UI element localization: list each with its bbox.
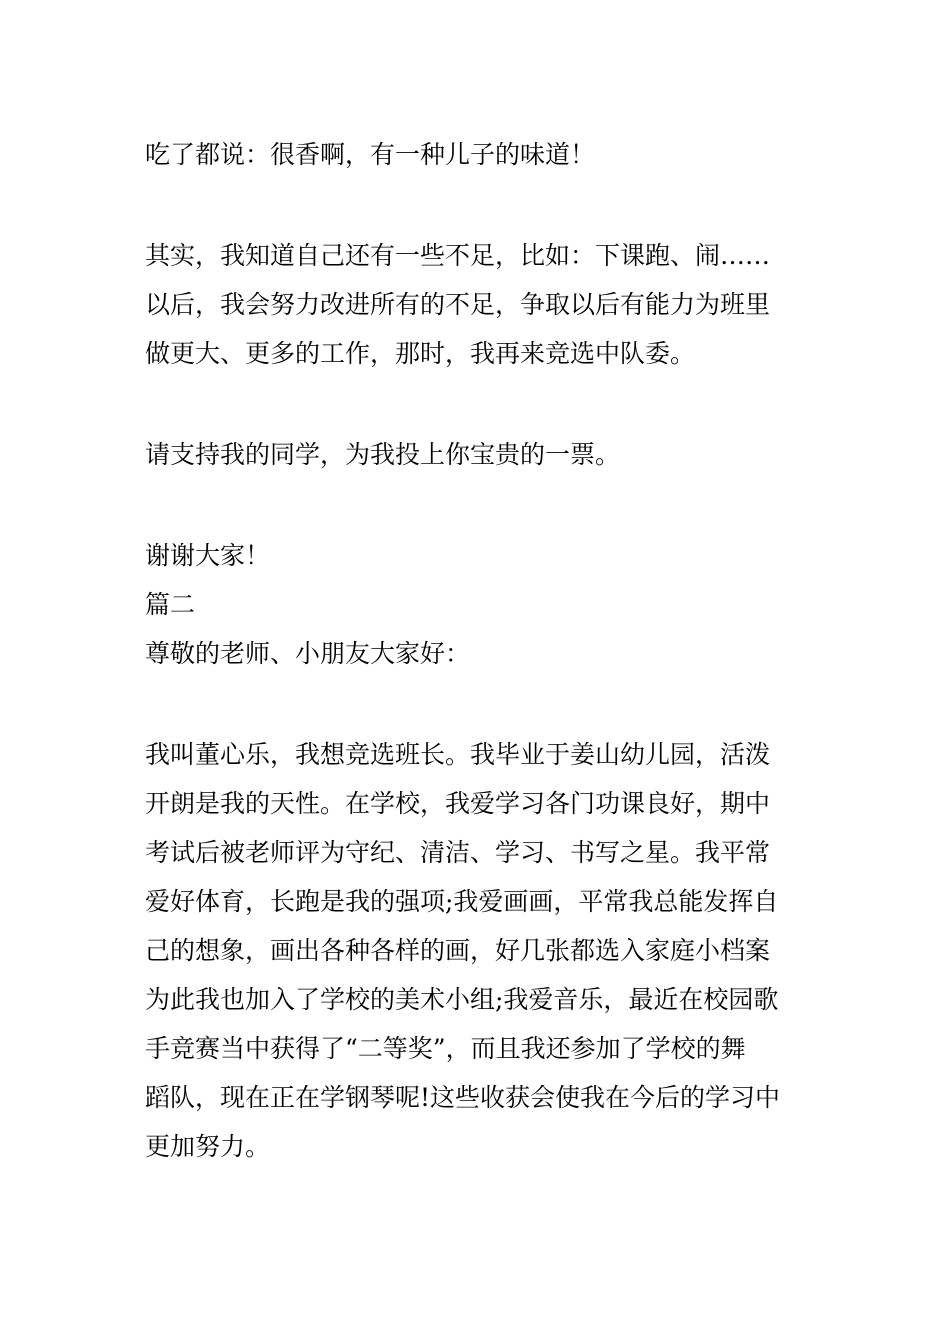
text-line: 爱好体育，长跑是我的强项;我爱画画，平常我总能发挥自 <box>145 887 779 916</box>
paragraph-spacer <box>145 479 815 531</box>
paragraph-vote-request <box>145 430 815 479</box>
text-line: 己的想象，画出各种各样的画，好几张都选入家庭小档案 <box>145 936 771 965</box>
text-line: 其实，我知道自己还有一些不足，比如：下课跑、闹…… <box>145 241 771 270</box>
paragraph-spacer <box>145 678 815 730</box>
greeting-line: 尊敬的老师、小朋友大家好： <box>145 639 471 668</box>
paragraph-shortcomings <box>145 231 815 378</box>
text-line: 蹈队，现在正在学钢琴呢!这些收获会使我在今后的学习中 <box>145 1083 781 1112</box>
text-line: 做更大、更多的工作，那时，我再来竞选中队委。 <box>145 339 696 368</box>
text-line: 开朗是我的天性。在学校，我爱学习各门功课良好，期中 <box>145 789 771 818</box>
text-line: 吃了都说：很香啊，有一种儿子的味道！ <box>145 140 596 169</box>
document-body <box>145 130 815 1171</box>
text-line: 请支持我的同学，为我投上你宝贵的一票。 <box>145 440 621 469</box>
text-line: 谢谢大家！ <box>145 541 271 570</box>
text-line: 以后，我会努力改进所有的不足，争取以后有能力为班里 <box>145 290 771 319</box>
text-line: 考试后被老师评为守纪、清洁、学习、书写之星。我平常 <box>145 838 771 867</box>
paragraph-thanks-and-heading <box>145 531 815 678</box>
paragraph-spacer <box>145 179 815 231</box>
text-line: 为此我也加入了学校的美术小组;我爱音乐，最近在校园歌 <box>145 985 779 1014</box>
section-heading: 篇二 <box>145 590 196 619</box>
paragraph-introduction <box>145 730 815 1171</box>
text-line: 更加努力。 <box>145 1132 271 1161</box>
paragraph-spacer <box>145 378 815 430</box>
text-line: 我叫董心乐，我想竞选班长。我毕业于姜山幼儿园，活泼 <box>145 740 771 769</box>
paragraph-closing-remark <box>145 130 815 179</box>
text-line: 手竞赛当中获得了“二等奖”，而且我还参加了学校的舞 <box>145 1034 746 1063</box>
